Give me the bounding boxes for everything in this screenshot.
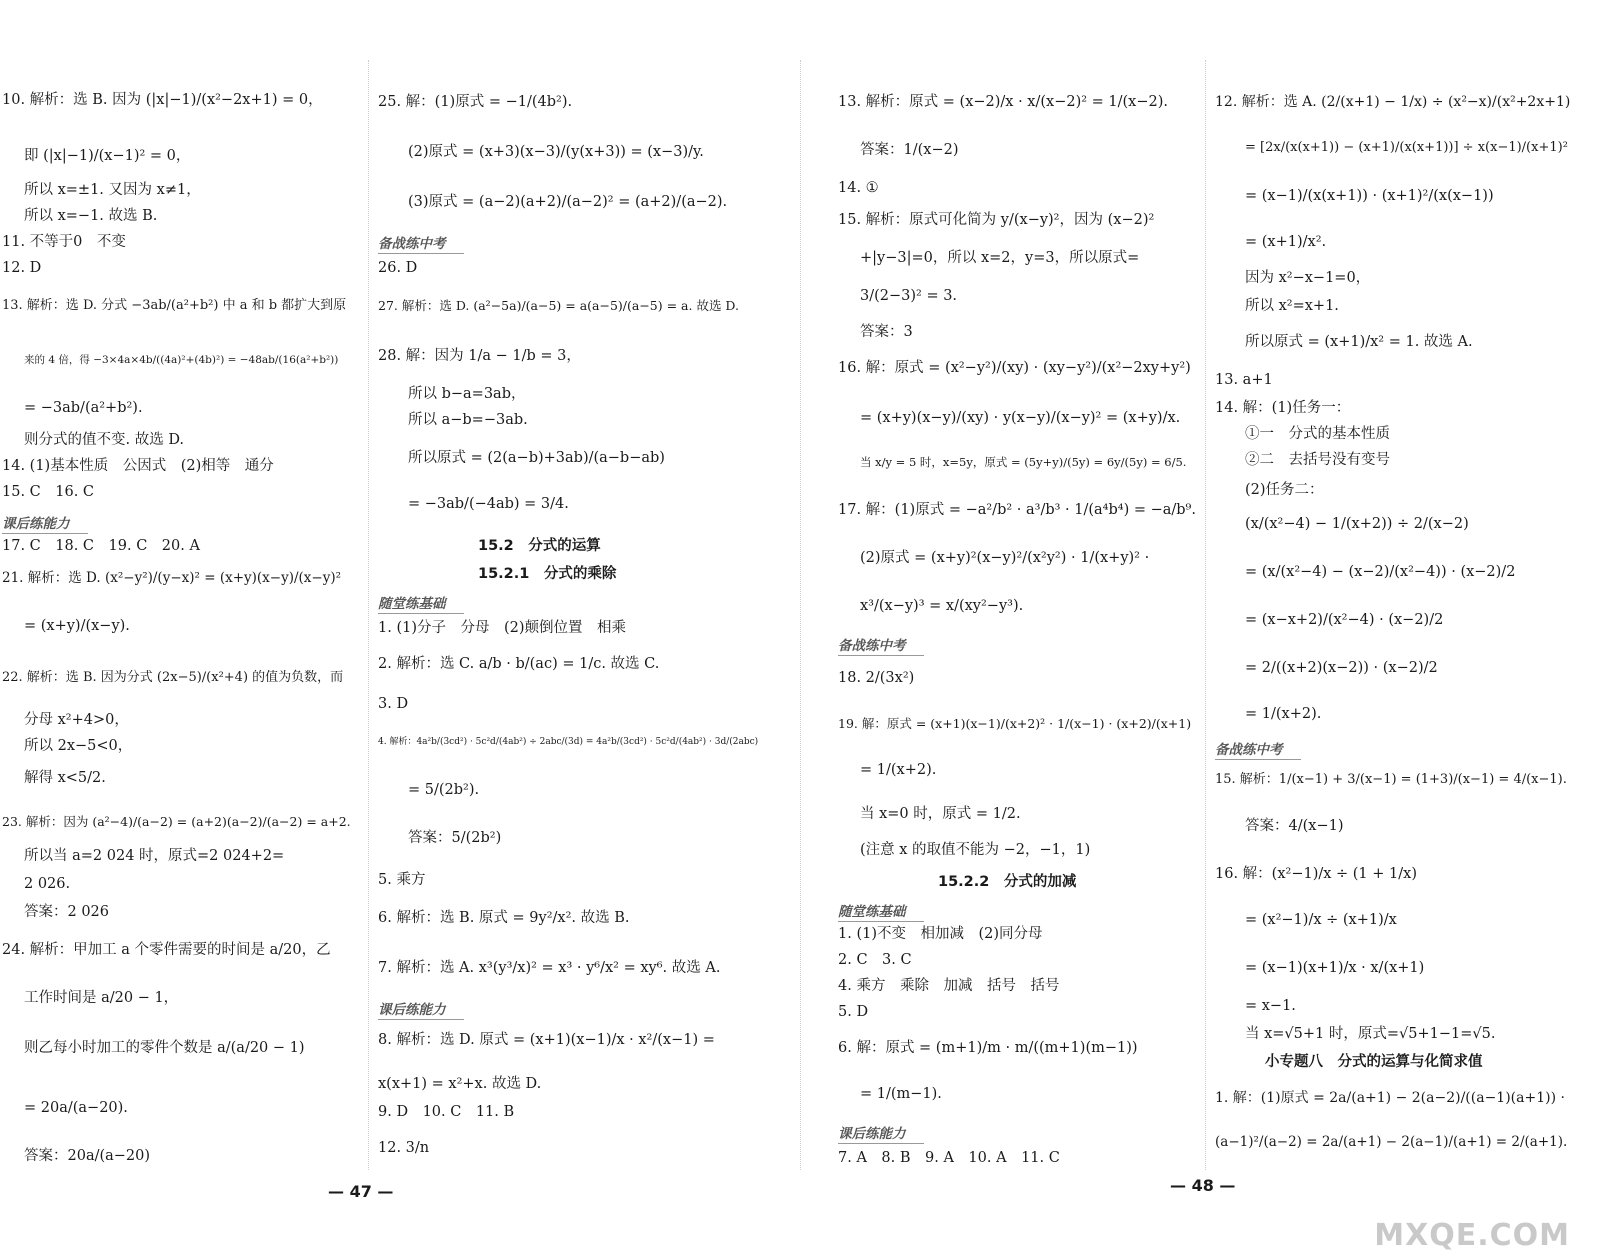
q22-line4: 解得 x<5/2. bbox=[24, 770, 106, 786]
s2-q12-line3: = (x−1)/(x(x+1)) · (x+1)²/(x(x−1)) bbox=[1245, 188, 1494, 204]
s2-q14-line5: (x/(x²−4) − 1/(x+2)) ÷ 2/(x−2) bbox=[1245, 516, 1469, 532]
q14: 14. (1)基本性质 公因式 (2)相等 通分 bbox=[2, 458, 274, 474]
q27: 27. 解析：选 D. (a²−5a)/(a−5) = a(a−5)/(a−5) = a. 故选 D. bbox=[378, 298, 739, 313]
s2-q6-line2: = 1/(m−1). bbox=[860, 1086, 942, 1102]
q10-line3: 所以 x=±1. 又因为 x≠1， bbox=[24, 182, 201, 198]
q24-line: 24. 解析：甲加工 a 个零件需要的时间是 a/20，乙 bbox=[2, 942, 331, 958]
q10-line2: 即 (|x|−1)/(x−1)² = 0， bbox=[24, 148, 191, 164]
s2-q13: 13. a+1 bbox=[1215, 372, 1273, 388]
section-tag-exam-prep: 备战练中考 bbox=[378, 232, 464, 254]
s1-q15-line3: 3/(2−3)² = 3. bbox=[860, 288, 958, 304]
s2-q15-answer: 答案：4/(x−1) bbox=[1245, 818, 1344, 834]
s2-q1: 1. (1)不变 相加减 (2)同分母 bbox=[838, 926, 1043, 942]
s1-q2: 2. 解析：选 C. a/b · b/(ac) = 1/c. 故选 C. bbox=[378, 656, 660, 672]
q25-line2: (2)原式 = (x+3)(x−3)/(y(x+3)) = (x−3)/y. bbox=[408, 144, 704, 160]
s1-q15-line2: +|y−3|=0，所以 x=2，y=3，所以原式= bbox=[860, 250, 1140, 266]
page-number-left: — 47 — bbox=[328, 1182, 394, 1201]
s2-q14-line3: ②二 去括号没有变号 bbox=[1245, 452, 1390, 468]
section-tag-in-class: 随堂练基础 bbox=[378, 592, 464, 614]
page-gutter bbox=[800, 60, 801, 1170]
q24-line2: 工作时间是 a/20 − 1， bbox=[24, 990, 179, 1006]
s1-q18: 18. 2/(3x²) bbox=[838, 670, 915, 686]
q13-line2: 来的 4 倍，得 −3×4a×4b/((4a)²+(4b)²) = −48ab/(16(a²+b²)) bbox=[24, 354, 339, 366]
s1-q16-line: 16. 解：原式 = (x²−y²)/(xy) · (xy−y²)/(x²−2xy+y²) bbox=[838, 360, 1191, 376]
q24-answer: 答案：20a/(a−20) bbox=[24, 1148, 151, 1164]
page-divider-left bbox=[368, 60, 369, 1170]
q28-line5: = −3ab/(−4ab) = 3/4. bbox=[408, 496, 569, 512]
s1-q17-line3: x³/(x−y)³ = x/(xy²−y³). bbox=[860, 598, 1024, 614]
q26: 26. D bbox=[378, 260, 418, 276]
q10-line: 10. 解析：选 B. 因为 (|x|−1)/(x²−2x+1) = 0， bbox=[2, 92, 323, 108]
s1-q19-line2: = 1/(x+2). bbox=[860, 762, 937, 778]
s2-q12-line2: = [2x/(x(x+1)) − (x+1)/(x(x+1))] ÷ x(x−1)/(x+1)² bbox=[1245, 140, 1568, 155]
q24-line4: = 20a/(a−20). bbox=[24, 1100, 128, 1116]
q28-line4: 所以原式 = (2(a−b)+3ab)/(a−b−ab) bbox=[408, 450, 665, 466]
s2-q14-line7: = (x−x+2)/(x²−4) · (x−2)/2 bbox=[1245, 612, 1444, 628]
t8-q1-line: 1. 解：(1)原式 = 2a/(a+1) − 2(a−2)/((a−1)(a+1)) · bbox=[1215, 1090, 1565, 1106]
q24-line3: 则乙每小时加工的零件个数是 a/(a/20 − 1) bbox=[24, 1040, 305, 1056]
s2-q16-line: 16. 解：(x²−1)/x ÷ (1 + 1/x) bbox=[1215, 866, 1417, 882]
s2-q12-line: 12. 解析：选 A. (2/(x+1) − 1/x) ÷ (x²−x)/(x²+2x+1) bbox=[1215, 94, 1571, 110]
q23-line2: 所以当 a=2 024 时，原式=2 024+2= bbox=[24, 848, 285, 864]
s1-q15-line: 15. 解析：原式可化简为 y/(x−y)²，因为 (x−2)² bbox=[838, 212, 1155, 228]
s2-q6-line: 6. 解：原式 = (m+1)/m · m/((m+1)(m−1)) bbox=[838, 1040, 1138, 1056]
q11: 11. 不等于0 不变 bbox=[2, 234, 126, 250]
s1-q9-11: 9. D 10. C 11. B bbox=[378, 1104, 515, 1120]
s1-q16-line3: 当 x/y = 5 时，x=5y，原式 = (5y+y)/(5y) = 6y/(5y) = 6/5. bbox=[860, 455, 1187, 469]
s1-q3: 3. D bbox=[378, 696, 409, 712]
s2-q14-line9: = 1/(x+2). bbox=[1245, 706, 1322, 722]
s1-q17-line: 17. 解：(1)原式 = −a²/b² · a³/b³ · 1/(a⁴b⁴) = −a/b⁹. bbox=[838, 502, 1196, 518]
s1-q13-answer: 答案：1/(x−2) bbox=[860, 142, 959, 158]
section-tag-after-class-2: 课后练能力 bbox=[378, 998, 464, 1020]
q17-20: 17. C 18. C 19. C 20. A bbox=[2, 538, 200, 554]
section-tag-exam-prep-2: 备战练中考 bbox=[838, 634, 924, 656]
section-tag-in-class-2: 随堂练基础 bbox=[838, 900, 924, 922]
q28-line2: 所以 b−a=3ab， bbox=[408, 386, 526, 402]
s2-q16-line3: = (x−1)(x+1)/x · x/(x+1) bbox=[1245, 960, 1425, 976]
s2-q12-line7: 所以原式 = (x+1)/x² = 1. 故选 A. bbox=[1245, 334, 1473, 350]
q25-line: 25. 解：(1)原式 = −1/(4b²). bbox=[378, 94, 573, 110]
s2-q16-line5: 当 x=√5+1 时，原式=√5+1−1=√5. bbox=[1245, 1026, 1496, 1042]
q22-line: 22. 解析：选 B. 因为分式 (2x−5)/(x²+4) 的值为负数，而 bbox=[2, 670, 344, 685]
s1-q4-answer: 答案：5/(2b²) bbox=[408, 830, 502, 846]
s1-q19-line: 19. 解：原式 = (x+1)(x−1)/(x+2)² · 1/(x−1) · (x+2)/(x+1) bbox=[838, 716, 1192, 731]
q13-line: 13. 解析：选 D. 分式 −3ab/(a²+b²) 中 a 和 b 都扩大到原 bbox=[2, 298, 347, 313]
section-heading-15-2-2: 15.2.2 分式的加减 bbox=[938, 874, 1077, 890]
section-tag-after-class: 课后练能力 bbox=[2, 512, 88, 534]
s2-q2-3: 2. C 3. C bbox=[838, 952, 912, 968]
q22-line3: 所以 2x−5<0， bbox=[24, 738, 133, 754]
section-heading-15-2: 15.2 分式的运算 bbox=[478, 538, 601, 554]
s1-q4-line2: = 5/(2b²). bbox=[408, 782, 480, 798]
q21-line2: = (x+y)/(x−y). bbox=[24, 618, 130, 634]
q21-line: 21. 解析：选 D. (x²−y²)/(y−x)² = (x+y)(x−y)/(x−y)² bbox=[2, 570, 342, 586]
s2-q5: 5. D bbox=[838, 1004, 869, 1020]
s2-q14-line8: = 2/((x+2)(x−2)) · (x−2)/2 bbox=[1245, 660, 1438, 676]
s2-q14-line4: (2)任务二： bbox=[1245, 482, 1324, 498]
section-tag-after-class-3: 课后练能力 bbox=[838, 1122, 924, 1144]
s2-q15: 15. 解析：1/(x−1) + 3/(x−1) = (1+3)/(x−1) = 4/(x−1). bbox=[1215, 772, 1567, 787]
s2-q14-line6: = (x/(x²−4) − (x−2)/(x²−4)) · (x−2)/2 bbox=[1245, 564, 1516, 580]
q15-16: 15. C 16. C bbox=[2, 484, 95, 500]
s1-q19-note: (注意 x 的取值不能为 −2，−1，1) bbox=[860, 842, 1091, 858]
s1-q17-line2: (2)原式 = (x+y)²(x−y)²/(x²y²) · 1/(x+y)² · bbox=[860, 550, 1150, 566]
s2-q12-line5: 因为 x²−x−1=0， bbox=[1245, 270, 1371, 286]
page-divider-right bbox=[1205, 60, 1206, 1170]
s1-q16-line2: = (x+y)(x−y)/(xy) · y(x−y)/(x−y)² = (x+y)/x. bbox=[860, 410, 1181, 426]
q23-line3: 2 026. bbox=[24, 876, 71, 892]
page-number-right: — 48 — bbox=[1170, 1176, 1236, 1195]
watermark: MXQE.COM bbox=[1374, 1218, 1570, 1253]
s2-q16-line2: = (x²−1)/x ÷ (x+1)/x bbox=[1245, 912, 1397, 928]
q10-line4: 所以 x=−1. 故选 B. bbox=[24, 208, 158, 224]
s2-q14-line: 14. 解：(1)任务一： bbox=[1215, 400, 1351, 416]
q28-line: 28. 解：因为 1/a − 1/b = 3， bbox=[378, 348, 581, 364]
s1-q19-line3: 当 x=0 时，原式 = 1/2. bbox=[860, 806, 1021, 822]
s1-q13: 13. 解析：原式 = (x−2)/x · x/(x−2)² = 1/(x−2). bbox=[838, 94, 1168, 110]
s1-q5: 5. 乘方 bbox=[378, 872, 426, 888]
s2-q12-line4: = (x+1)/x². bbox=[1245, 234, 1327, 250]
section-tag-exam-prep-3: 备战练中考 bbox=[1215, 738, 1301, 760]
q25-line3: (3)原式 = (a−2)(a+2)/(a−2)² = (a+2)/(a−2). bbox=[408, 194, 728, 210]
t8-q1-line2: (a−1)²/(a−2) = 2a/(a+1) − 2(a−1)/(a+1) = 2/(a+1). bbox=[1215, 1134, 1568, 1150]
s1-q1: 1. (1)分子 分母 (2)颠倒位置 相乘 bbox=[378, 620, 627, 636]
s2-q14-line2: ①一 分式的基本性质 bbox=[1245, 426, 1390, 442]
s1-q12: 12. 3/n bbox=[378, 1140, 430, 1156]
s2-q12-line6: 所以 x²=x+1. bbox=[1245, 298, 1339, 314]
section-heading-15-2-1: 15.2.1 分式的乘除 bbox=[478, 566, 617, 582]
s1-q15-answer: 答案：3 bbox=[860, 324, 913, 340]
s1-q8-line2: x(x+1) = x²+x. 故选 D. bbox=[378, 1076, 542, 1092]
s1-q7: 7. 解析：选 A. x³(y³/x)² = x³ · y⁶/x² = xy⁶. 故选 A. bbox=[378, 960, 721, 976]
section-heading-topic-8: 小专题八 分式的运算与化简求值 bbox=[1265, 1054, 1483, 1070]
s1-q6: 6. 解析：选 B. 原式 = 9y²/x². 故选 B. bbox=[378, 910, 630, 926]
s2-q4: 4. 乘方 乘除 加减 括号 括号 bbox=[838, 978, 1060, 994]
q13-line3: = −3ab/(a²+b²). bbox=[24, 400, 143, 416]
s1-q4-line: 4. 解析：4a²b/(3cd²) · 5c²d/(4ab²) ÷ 2abc/(3d) = 4a²b/(3cd²) · 5c²d/(4ab²) · 3d/(2abc) bbox=[378, 737, 759, 747]
q22-line2: 分母 x²+4>0， bbox=[24, 712, 129, 728]
s2-q16-line4: = x−1. bbox=[1245, 998, 1296, 1014]
q23-line: 23. 解析：因为 (a²−4)/(a−2) = (a+2)(a−2)/(a−2) = a+2. bbox=[2, 814, 351, 829]
q28-line3: 所以 a−b=−3ab. bbox=[408, 412, 528, 428]
s1-q14: 14. ① bbox=[838, 180, 879, 196]
s1-q8-line: 8. 解析：选 D. 原式 = (x+1)(x−1)/x · x²/(x−1) = bbox=[378, 1032, 715, 1048]
q12: 12. D bbox=[2, 260, 42, 276]
q13-line4: 则分式的值不变. 故选 D. bbox=[24, 432, 185, 448]
s2-q7-11: 7. A 8. B 9. A 10. A 11. C bbox=[838, 1150, 1060, 1166]
q23-answer: 答案：2 026 bbox=[24, 904, 110, 920]
